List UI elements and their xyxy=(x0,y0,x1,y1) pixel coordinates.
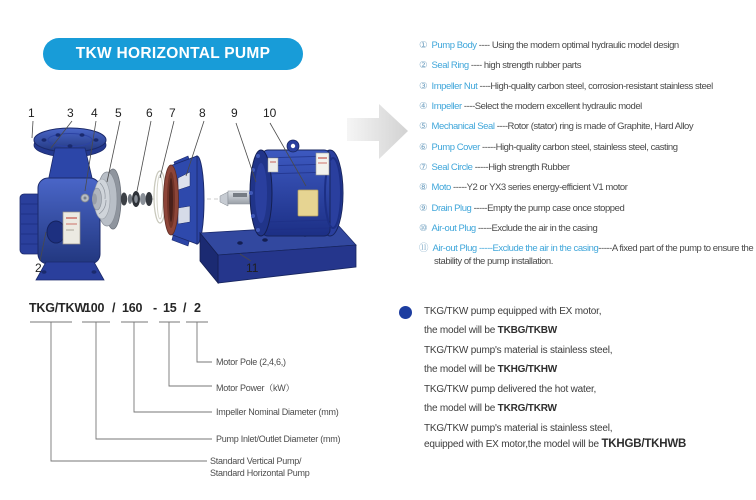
page-title: TKW HORIZONTAL PUMP xyxy=(75,45,271,62)
note-line xyxy=(424,438,686,450)
diagram-number-6: 6 xyxy=(146,106,153,120)
part-name: Air-out Plug -----Exclude the air in the casing xyxy=(432,243,599,254)
part-desc: -----Y2 or YX3 series energy-efficient V1 motor xyxy=(450,182,628,193)
parts-list-item xyxy=(419,142,756,155)
note-line xyxy=(424,345,612,356)
note-model: TKBG/TKBW xyxy=(497,325,557,336)
part-desc: ----Select the modern excellent hydraulic model xyxy=(461,101,642,112)
parts-list-item xyxy=(419,101,756,114)
model-label-std-vertical: Standard Vertical Pump/ xyxy=(210,456,302,466)
page-title-banner xyxy=(43,38,303,70)
note-model: TKRG/TKRW xyxy=(497,403,557,414)
note-text: TKG/TKW pump delivered the hot water, xyxy=(424,384,597,395)
arrow-right-icon xyxy=(347,104,408,159)
note-text: TKG/TKW pump's material is stainless steel, xyxy=(424,423,613,434)
parts-list-item xyxy=(419,162,756,175)
model-token-slash2: / xyxy=(183,301,187,315)
parts-list-item xyxy=(419,81,756,94)
part-desc: -----Exclude the air in the casing xyxy=(475,223,598,234)
part-desc: ----High-quality carbon steel, corrosion-resistant stainless steel xyxy=(477,81,713,92)
parts-list-item xyxy=(419,223,756,236)
diagram-number-8: 8 xyxy=(199,106,206,120)
part-name: Pump Body xyxy=(431,40,477,51)
circled-number: ⑦ xyxy=(419,162,428,173)
parts-list-item xyxy=(419,203,756,216)
diagram-number-4: 4 xyxy=(91,106,98,120)
parts-list-item xyxy=(419,60,756,73)
diagram-number-10: 10 xyxy=(263,106,277,120)
diagram-number-9: 9 xyxy=(231,106,238,120)
part-name: Pump Cover xyxy=(431,142,480,153)
part-name: Drain Plug xyxy=(431,203,472,214)
diagram-number-11: 11 xyxy=(246,261,259,275)
model-label-std-horizontal: Standard Horizontal Pump xyxy=(210,468,310,478)
part-desc: -----High strength Rubber xyxy=(472,162,570,173)
part-desc: -----High-quality carbon steel, stainless steel, casting xyxy=(479,142,678,153)
parts-list-item xyxy=(419,40,756,53)
note-line xyxy=(424,364,557,375)
motor xyxy=(249,140,343,236)
circled-number: ① xyxy=(419,40,428,51)
model-label-motor-power: Motor Power（kW） xyxy=(216,383,295,393)
note-model: TKHG/TKHW xyxy=(497,364,557,375)
part-desc: -----Empty the pump case once stopped xyxy=(471,203,625,214)
note-model: TKHGB/TKHWB xyxy=(601,438,687,450)
circled-number: ⑤ xyxy=(419,121,428,132)
note-text: the model will be xyxy=(424,325,498,336)
model-token-impeller: 160 xyxy=(122,301,143,315)
part-name: Impeller xyxy=(431,101,462,112)
note-line xyxy=(424,325,557,336)
note-line xyxy=(424,384,596,395)
circled-number: ③ xyxy=(419,81,428,92)
part-name: Seal Circle xyxy=(431,162,473,173)
note-bullet-icon xyxy=(399,306,412,319)
circled-number: ⑩ xyxy=(419,223,428,234)
circled-number: ② xyxy=(419,60,428,71)
model-token-slash1: / xyxy=(112,301,116,315)
diagram-number-5: 5 xyxy=(115,106,122,120)
note-line xyxy=(424,423,612,434)
note-text: the model will be xyxy=(424,403,498,414)
model-code-lines xyxy=(30,322,212,461)
part-name: Impeller Nut xyxy=(431,81,478,92)
diagram-number-2: 2 xyxy=(35,261,42,275)
parts-list-item xyxy=(419,121,756,134)
circled-number: ⑨ xyxy=(419,203,428,214)
diagram-number-7: 7 xyxy=(169,106,176,120)
note-text: TKG/TKW pump's material is stainless steel, xyxy=(424,345,613,356)
model-token-series: TKG/TKW xyxy=(29,301,86,315)
mechanical-seal xyxy=(121,191,153,207)
diagram-number-1: 1 xyxy=(28,106,35,120)
model-label-inlet-outlet: Pump Inlet/Outlet Diameter (mm) xyxy=(216,434,341,444)
model-token-pole: 2 xyxy=(194,301,201,315)
note-text: the model will be xyxy=(424,364,498,375)
part-name: Moto xyxy=(431,182,451,193)
note-line xyxy=(424,403,557,414)
parts-list-item xyxy=(419,182,756,195)
circled-number: ⑥ xyxy=(419,142,428,153)
note-text: equipped with EX motor,the model will be xyxy=(424,439,602,450)
model-token-dash: - xyxy=(153,301,157,315)
pump-cover xyxy=(164,156,205,246)
part-name: Mechanical Seal xyxy=(431,121,495,132)
circled-number: ⑪ xyxy=(419,243,429,254)
model-label-impeller-diam: Impeller Nominal Diameter (mm) xyxy=(216,407,339,417)
part-name: Seal Ring xyxy=(431,60,469,71)
diagram-number-3: 3 xyxy=(67,106,74,120)
circled-number: ⑧ xyxy=(419,182,428,193)
note-line xyxy=(424,306,601,317)
note-text: TKG/TKW pump equipped with EX motor, xyxy=(424,306,602,317)
part-desc: ---- high strength rubber parts xyxy=(468,60,582,71)
impeller-nut xyxy=(81,194,89,202)
part-desc: ---- Using the modern optimal hydraulic model design xyxy=(476,40,679,51)
circled-number: ④ xyxy=(419,101,428,112)
model-token-inlet: 100 xyxy=(84,301,105,315)
model-token-power: 15 xyxy=(163,301,177,315)
part-name: Air-out Plug xyxy=(431,223,476,234)
part-desc: -----A fixed part of the pump to ensure the stability of the pump installation. xyxy=(434,243,754,267)
part-desc: ----Rotor (stator) ring is made of Graphite, Hard Alloy xyxy=(494,121,694,132)
model-label-motor-pole: Motor Pole (2,4,6,) xyxy=(216,357,286,367)
parts-list-item xyxy=(419,243,756,268)
